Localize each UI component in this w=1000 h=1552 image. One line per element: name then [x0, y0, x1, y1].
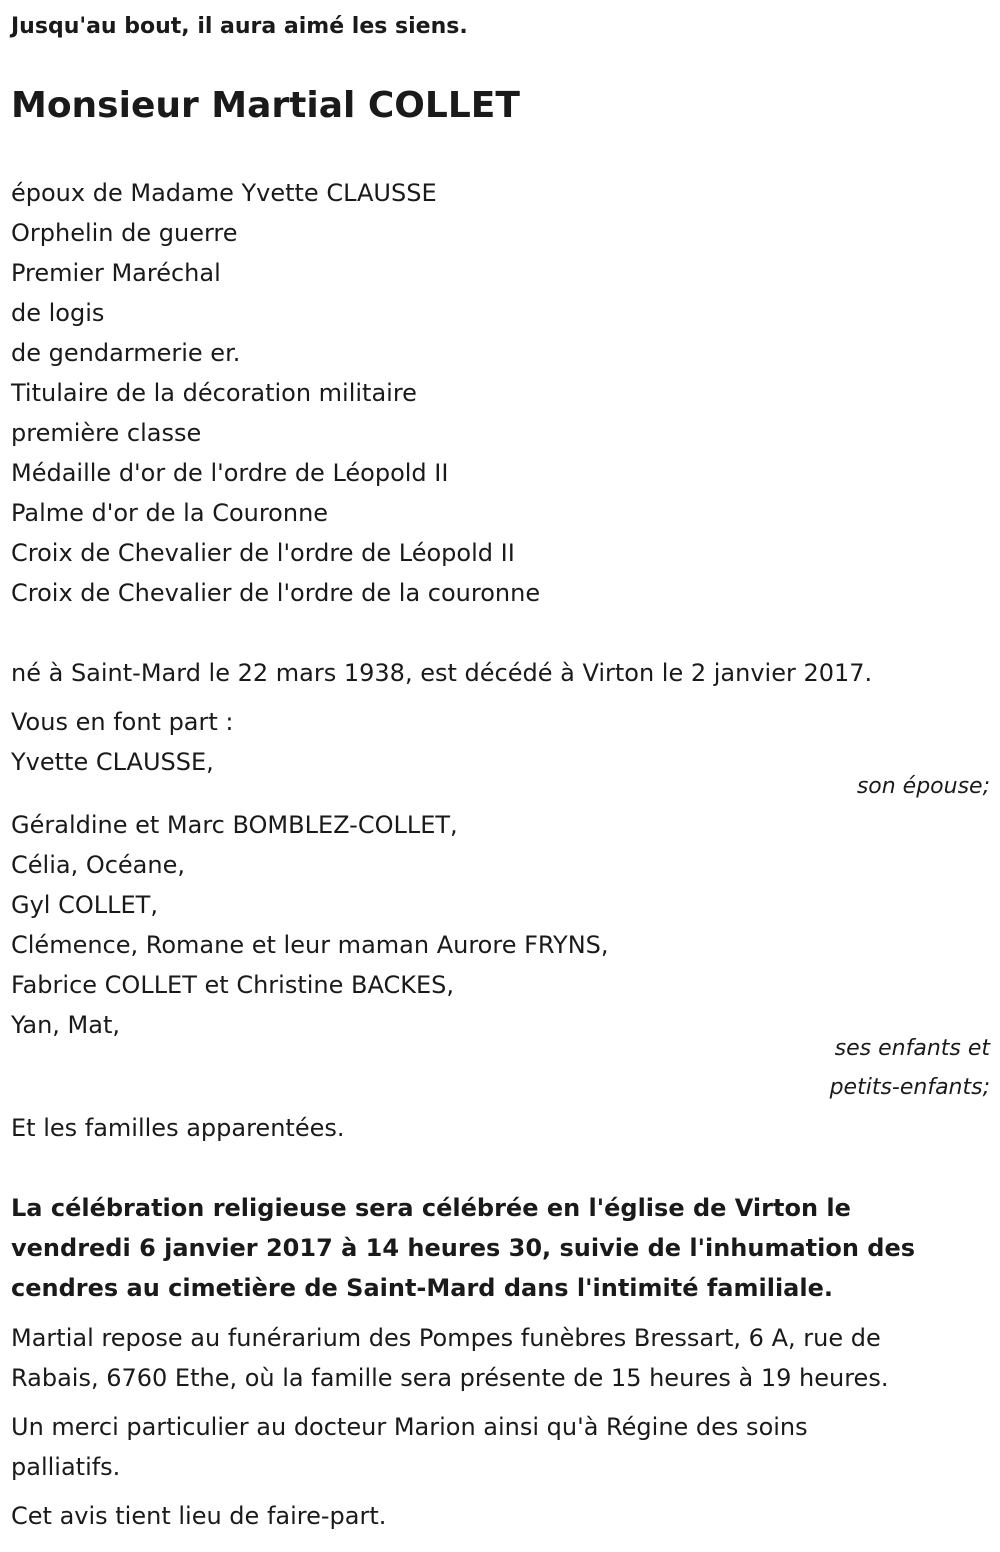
title-line: Palme d'or de la Couronne — [11, 499, 329, 527]
child-line: Géraldine et Marc BOMBLEZ-COLLET, — [11, 811, 458, 839]
ceremony-line: vendredi 6 janvier 2017 à 14 heures 30, suivie de l'inhumation des — [11, 1234, 916, 1262]
funerarium-line: Rabais, 6760 Ethe, où la famille sera présente de 15 heures à 19 heures. — [11, 1364, 889, 1392]
title-line: époux de Madame Yvette CLAUSSE — [11, 179, 437, 207]
children-role: ses enfants et — [834, 1036, 990, 1061]
child-line: Gyl COLLET, — [11, 891, 158, 919]
child-line: Célia, Océane, — [11, 851, 185, 879]
title-line: de logis — [11, 299, 105, 327]
announcers-intro: Vous en font part : — [11, 708, 234, 736]
spouse-name: Yvette CLAUSSE, — [11, 748, 214, 776]
title-line: Médaille d'or de l'ordre de Léopold II — [11, 459, 449, 487]
title-line: Orphelin de guerre — [11, 219, 238, 247]
deceased-name: Monsieur Martial COLLET — [11, 85, 520, 126]
closing-line: Cet avis tient lieu de faire-part. — [11, 1502, 387, 1530]
ceremony-line: La célébration religieuse sera célébrée en l'église de Virton le — [11, 1194, 851, 1222]
child-line: Fabrice COLLET et Christine BACKES, — [11, 971, 454, 999]
thanks-line: palliatifs. — [11, 1453, 121, 1481]
spouse-role: son épouse; — [856, 774, 990, 799]
title-line: de gendarmerie er. — [11, 339, 241, 367]
title-line: Croix de Chevalier de l'ordre de Léopold II — [11, 539, 515, 567]
ceremony-line: cendres au cimetière de Saint-Mard dans l'intimité familiale. — [11, 1274, 833, 1302]
child-line: Clémence, Romane et leur maman Aurore FRYNS, — [11, 931, 609, 959]
birth-death-line: né à Saint-Mard le 22 mars 1938, est décédé à Virton le 2 janvier 2017. — [11, 659, 873, 687]
child-line: Yan, Mat, — [11, 1011, 120, 1039]
title-line: première classe — [11, 419, 202, 447]
title-line: Croix de Chevalier de l'ordre de la couronne — [11, 579, 541, 607]
title-line: Premier Maréchal — [11, 259, 221, 287]
thanks-line: Un merci particulier au docteur Marion ainsi qu'à Régine des soins — [11, 1413, 808, 1441]
motto: Jusqu'au bout, il aura aimé les siens. — [11, 14, 468, 39]
title-line: Titulaire de la décoration militaire — [11, 379, 417, 407]
children-role: petits-enfants; — [829, 1075, 990, 1100]
funerarium-line: Martial repose au funérarium des Pompes funèbres Bressart, 6 A, rue de — [11, 1324, 881, 1352]
families-line: Et les familles apparentées. — [11, 1114, 345, 1142]
